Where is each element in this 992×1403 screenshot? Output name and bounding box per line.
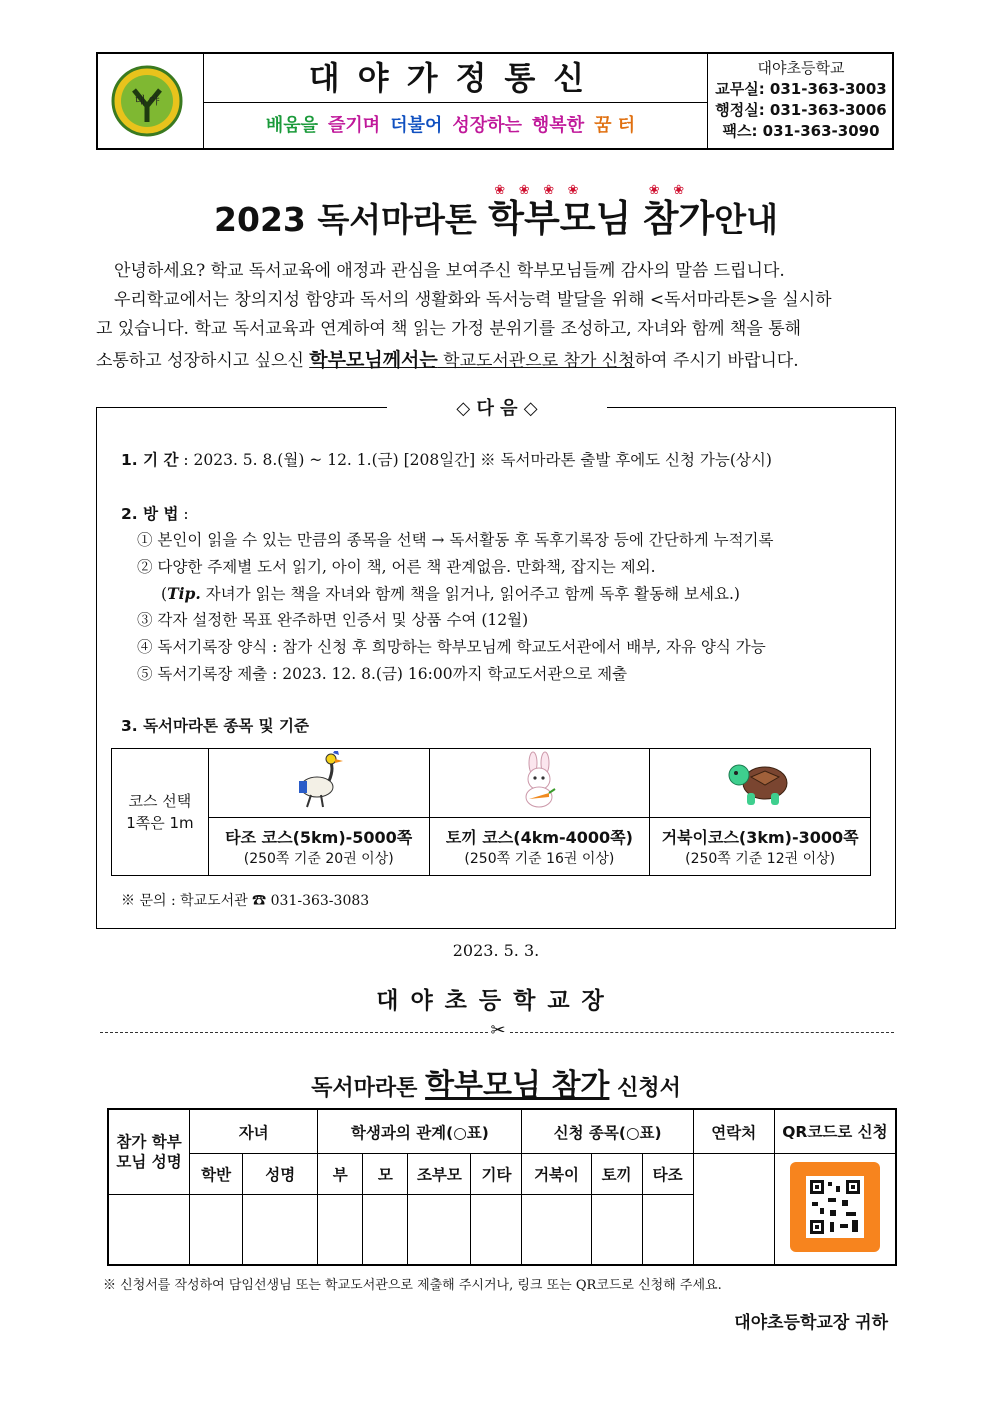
col-relation: 학생과의 관계(○표) — [318, 1109, 522, 1154]
col-child: 자녀 — [190, 1109, 318, 1154]
sub-mother: 모 — [363, 1154, 408, 1195]
intro-line-3: 고 있습니다. 학교 독서교육과 연계하여 책 읽는 가정 분위기를 조성하고, 자녀와 함께 책을 통해 — [96, 319, 802, 339]
scissors-icon: ✂ — [490, 1020, 506, 1041]
slogan-word: 꿈 터 — [594, 115, 636, 136]
principal-signature: 대야초등학교장 — [376, 988, 616, 1014]
application-note: ※ 신청서를 작성하여 담임선생님 또는 학교도서관으로 제출해 주시거나, 링크 또는 QR코드로 신청해 주세요. — [103, 1278, 722, 1293]
cut-line-right — [510, 1032, 894, 1033]
method-item-2: ② 다양한 주제별 도서 읽기, 아이 책, 어른 책 관계없음. 만화책, 잡지는 제외. — [137, 558, 656, 576]
svg-text:대 야: 대 야 — [134, 94, 160, 107]
newsletter-header — [96, 52, 894, 150]
sub-father: 부 — [318, 1154, 363, 1195]
application-title: 독서마라톤 학부모님 참가 신청서 — [311, 1068, 681, 1103]
school-logo-cell — [98, 54, 204, 148]
entry-rabbit[interactable] — [591, 1194, 642, 1265]
col-contact: 연락처 — [693, 1109, 774, 1154]
intro-emphasis-parents: 학부모님께서는 — [309, 349, 438, 371]
application-form-table — [107, 1108, 897, 1266]
entry-mother[interactable] — [363, 1194, 408, 1265]
method-heading: 2. 방 법 : — [121, 505, 189, 523]
title-prefix: 2023 독서마라톤 — [214, 200, 489, 239]
notice-heading: ◇ 다 음 ◇ — [387, 394, 607, 420]
document-title — [0, 183, 992, 242]
contact-entry[interactable] — [693, 1154, 774, 1265]
sub-name: 성명 — [243, 1154, 318, 1195]
entry-class[interactable] — [190, 1194, 243, 1265]
slogan-word: 배움을 — [265, 115, 319, 136]
turtle-icon — [725, 751, 795, 811]
course-icon-cell — [429, 749, 650, 818]
title-cell — [204, 54, 708, 148]
ostrich-icon — [289, 751, 349, 811]
slogan-word: 성장하는 — [452, 115, 522, 136]
phone-office: 교무실: 031-363-3003 — [715, 80, 887, 98]
course-label-cell: 코스 선택 1쪽은 1m — [112, 749, 209, 876]
sub-grandparent: 조부모 — [408, 1154, 471, 1195]
method-item-5: ⑤ 독서기록장 제출 : 2023. 12. 8.(금) 16:00까지 학교도서관으로 제출 — [137, 665, 628, 683]
course-icon-cell — [208, 749, 429, 818]
method-tip: (Tip. 자녀가 읽는 책을 자녀와 함께 책을 읽거나, 읽어주고 함께 독후 활동해 보세요.) — [161, 584, 740, 603]
entry-ostrich[interactable] — [642, 1194, 693, 1265]
intro-line-2: 우리학교에서는 창의지성 함양과 독서의 생활화와 독서능력 발달을 위해 <독서마라톤>을 실시하 — [114, 290, 832, 310]
sub-turtle: 거북이 — [522, 1154, 591, 1195]
course-rabbit: 토끼 코스(4km-4000쪽) (250쪽 기준 16권 이상) — [429, 817, 650, 875]
phone-admin: 행정실: 031-363-3006 — [715, 101, 887, 119]
title-suffix: 안내 — [714, 200, 778, 239]
sub-other: 기타 — [471, 1154, 522, 1195]
sub-rabbit: 토끼 — [591, 1154, 642, 1195]
intro-line-1: 안녕하세요? 학교 독서교육에 애정과 관심을 보여주신 학부모님들께 감사의 말씀 드립니다. — [114, 261, 785, 281]
school-slogan — [204, 103, 707, 148]
entry-father[interactable] — [318, 1194, 363, 1265]
application-title-emphasis: 학부모님 참가 — [425, 1068, 610, 1103]
col-qr: QR코드로 신청 — [774, 1109, 896, 1154]
entry-child-name[interactable] — [243, 1194, 318, 1265]
school-contact — [708, 54, 894, 148]
inquiry-contact: ※ 문의 : 학교도서관 ☎ 031-363-3083 — [121, 893, 370, 909]
title-emphasis-join: ❀ ❀ 참가 — [642, 183, 715, 240]
application-footer: 대야초등학교장 귀하 — [734, 1313, 888, 1333]
school-logo-icon — [110, 64, 184, 138]
method-item-1: ① 본인이 읽을 수 있는 만큼의 종목을 선택 → 독서활동 후 독후기록장 등에 간단하게 누적기록 — [137, 531, 774, 549]
sub-class: 학반 — [190, 1154, 243, 1195]
slogan-word: 즐기며 — [328, 115, 381, 136]
notice-box — [96, 398, 896, 929]
course-table — [111, 748, 871, 876]
entry-parent-name[interactable] — [108, 1194, 190, 1265]
intro-line-4: 소통하고 성장하시고 싶으신 학부모님께서는 학교도서관으로 참가 신청하여 주시기 바랍니다. — [96, 349, 799, 371]
method-item-4: ④ 독서기록장 양식 : 참가 신청 후 희망하는 학부모님께 학교도서관에서 배부, 자유 양식 가능 — [137, 638, 766, 656]
entry-grandparent[interactable] — [408, 1194, 471, 1265]
newsletter-title: 대야가정통신 — [204, 54, 707, 103]
course-turtle: 거북이코스(3km)-3000쪽 (250쪽 기준 12권 이상) — [650, 817, 871, 875]
method-item-3: ③ 각자 설정한 목표 완주하면 인증서 및 상품 수여 (12월) — [137, 611, 529, 629]
cut-line-left — [100, 1032, 488, 1033]
entry-other[interactable] — [471, 1194, 522, 1265]
period-line: 1. 기 간 : 2023. 5. 8.(월) ~ 12. 1.(금) [208일간] ※ 독서마라톤 출발 후에도 신청 가능(상시) — [121, 451, 772, 469]
criteria-heading: 3. 독서마라톤 종목 및 기준 — [121, 717, 309, 735]
slogan-word: 행복한 — [531, 115, 585, 136]
col-parent-name: 참가 학부모님 성명 — [108, 1109, 190, 1194]
entry-turtle[interactable] — [522, 1194, 591, 1265]
qr-cell — [774, 1154, 896, 1265]
col-course: 신청 종목(○표) — [522, 1109, 693, 1154]
fax-number: 팩스: 031-363-3090 — [722, 122, 880, 140]
title-emphasis-parents: ❀ ❀ ❀ ❀ 학부모님 — [488, 183, 632, 240]
qr-code-icon[interactable] — [790, 1162, 880, 1252]
course-icon-cell — [650, 749, 871, 818]
issue-date: 2023. 5. 3. — [452, 941, 540, 960]
course-ostrich: 타조 코스(5km)-5000쪽 (250쪽 기준 20권 이상) — [208, 817, 429, 875]
slogan-word: 더불어 — [390, 115, 443, 136]
intro-emphasis-apply: 학교도서관으로 참가 신청 — [437, 351, 635, 371]
sub-ostrich: 타조 — [642, 1154, 693, 1195]
school-name: 대야초등학교 — [757, 59, 845, 77]
rabbit-icon — [509, 751, 569, 811]
